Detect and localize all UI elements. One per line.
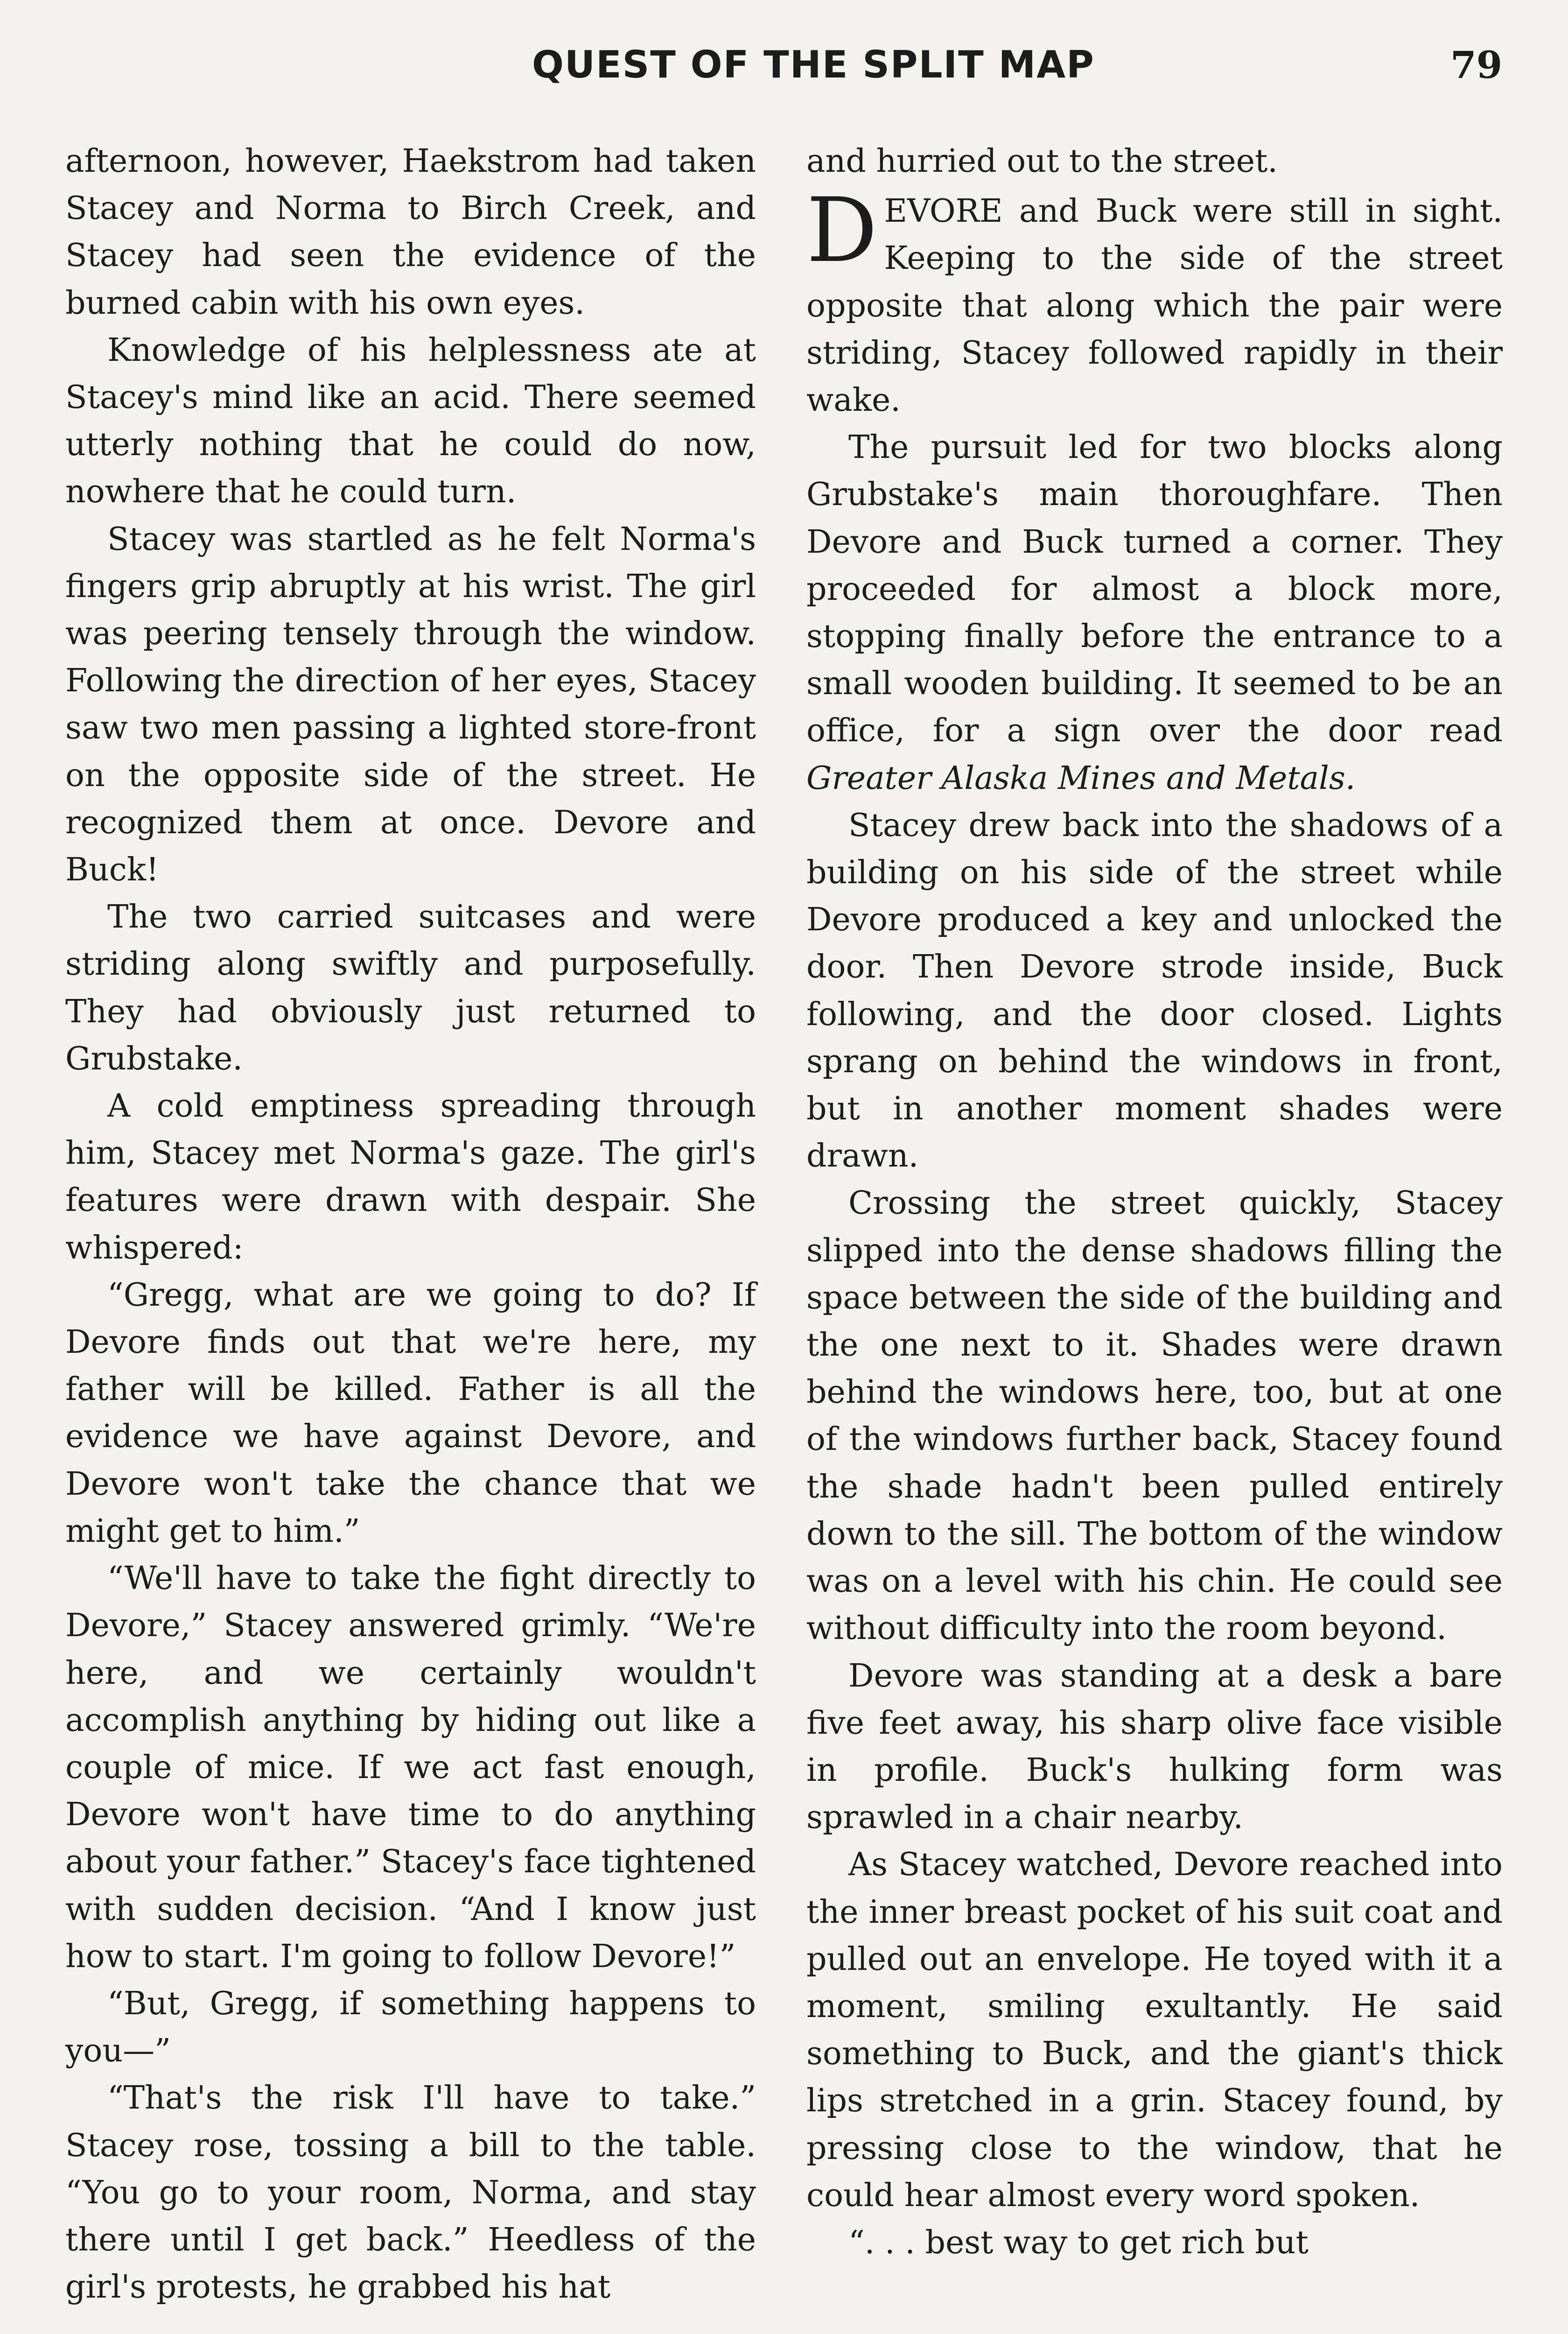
paragraph: “We'll have to take the fight directly to Devore,” Stacey answered grimly. “We're here, and we certainly wouldn't accomplish anything by hiding out like a couple of mice. If we act fast enough, Devore won't have time to do anything about your father.” Stacey's face tightened with sudden decision. “And I know just how to start. I'm going to follow Devore!” <box>65 1560 756 1975</box>
paragraph: afternoon, however, Haekstrom had taken Stacey and Norma to Birch Creek, and Stacey had seen the evidence of the burned cabin with his own eyes. <box>65 143 756 322</box>
paragraph: Stacey was startled as he felt Norma's fingers grip abruptly at his wrist. The girl was peering tensely through the window. Following the direction of her eyes, Stacey saw two men passing a lighted store-front on the opposite side of the street. He recognized them at once. Devore and Buck! <box>65 520 756 889</box>
paragraph: Devore was standing at a desk a bare five feet away, his sharp olive face visible in profile. Buck's hulking form was sprawled in a chair nearby. <box>806 1657 1503 1836</box>
paragraph: “That's the risk I'll have to take.” Stacey rose, tossing a bill to the table. “You go to your room, Norma, and stay there until I get back.” Heedless of the girl's protests, he grabbed his hat <box>65 2080 756 2306</box>
paragraph: “. . . best way to get rich but <box>848 2224 1309 2261</box>
paragraph: Stacey drew back into the shadows of a building on his side of the street while Devore produced a key and unlocked the door. Then Devore strode inside, Buck following, and the door closed. Lights sprang on behind the windows in front, but in another moment shades were drawn. <box>806 807 1503 1175</box>
paragraph-continuation: and hurried out to the street. <box>806 143 1278 180</box>
running-title: QUEST OF THE SPLIT MAP <box>532 43 1095 86</box>
sign-text: Greater Alaska Mines and Metals. <box>806 759 1356 797</box>
paragraph <box>806 424 1503 802</box>
paragraph: Crossing the street quickly, Stacey slipped into the dense shadows filling the space between the side of the building and the one next to it. Shades were drawn behind the windows here, too, but at one of the windows further back, Stacey found the shade hadn't been pulled entirely down to the sill. The bottom of the window was on a level with his chin. He could see without difficulty into the room beyond. <box>806 1185 1503 1647</box>
page-number: 79 <box>1450 43 1503 87</box>
running-head <box>0 43 1568 94</box>
paragraph-text: The pursuit led for two blocks along Grubstake's main thoroughfare. Then Devore and Buck turned a corner. They proceeded for almost a block more, stopping finally before the entrance to a small wooden building. It seemed to be an office, for a sign over the door read <box>806 429 1503 750</box>
paragraph: As Stacey watched, Devore reached into the inner breast pocket of his suit coat and pulled out an envelope. He toyed with it a moment, smiling exultantly. He said something to Buck, and the giant's thick lips stretched in a grin. Stacey found, by pressing close to the window, that he could hear almost every word spoken. <box>806 1846 1503 2214</box>
left-column <box>65 138 756 2311</box>
paragraph: Knowledge of his helplessness ate at Stacey's mind like an acid. There seemed utterly nothing that he could do now, nowhere that he could turn. <box>65 331 756 511</box>
drop-cap: D <box>806 179 878 282</box>
right-column <box>806 138 1503 2266</box>
section-opening <box>806 179 1503 424</box>
paragraph: “But, Gregg, if something happens to you—” <box>65 1985 756 2070</box>
paragraph: A cold emptiness spreading through him, Stacey met Norma's gaze. The girl's features were drawn with despair. She whispered: <box>65 1088 756 1266</box>
paragraph: The two carried suitcases and were striding along swiftly and purposefully. They had obviously just returned to Grubstake. <box>65 899 756 1077</box>
paragraph: “Gregg, what are we going to do? If Devore finds out that we're here, my father will be killed. Father is all the evidence we have against Devore, and Devore won't take the chance that we might get to him.” <box>65 1276 756 1550</box>
section-opening-text: EVORE and Buck were still in sight. Keeping to the side of the street opposite that along which the pair were striding, Stacey followed rapidly in their wake. <box>806 193 1503 419</box>
